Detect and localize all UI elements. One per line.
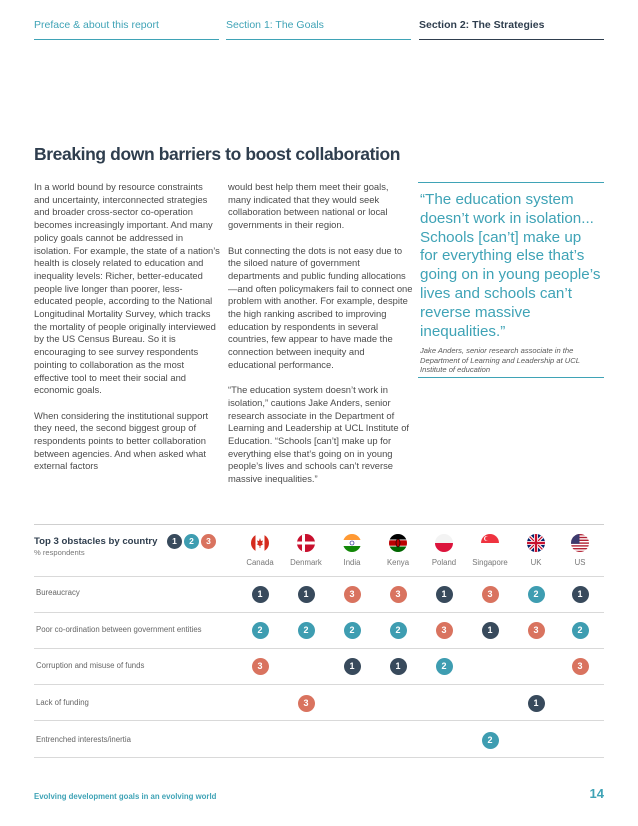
singapore-flag-icon xyxy=(481,534,499,552)
country-uk xyxy=(512,534,560,567)
row-divider xyxy=(34,757,604,758)
rank-marker: 1 xyxy=(572,586,589,603)
rank-marker: 3 xyxy=(528,622,545,639)
chart-subtitle: % respondents xyxy=(34,548,85,557)
section-nav xyxy=(34,14,604,40)
rank-marker: 2 xyxy=(344,622,361,639)
row-label-corruption: Corruption and misuse of funds xyxy=(36,661,145,670)
country-us xyxy=(556,534,604,567)
country-label: Kenya xyxy=(386,558,410,567)
footer-title: Evolving development goals in an evolving world xyxy=(34,792,217,801)
country-poland xyxy=(420,534,468,567)
rank-marker: 3 xyxy=(436,622,453,639)
rank-marker: 1 xyxy=(482,622,499,639)
quote-text: “The education system doesn’t work in isolation... Schools [can’t] make up for everything else that’s going on in young people’s lives and schools can’t reverse massive inequalities.” xyxy=(420,191,601,340)
country-canada xyxy=(236,534,284,567)
tab-section-1[interactable]: Section 1: The Goals xyxy=(226,14,411,40)
rank-marker: 2 xyxy=(252,622,269,639)
paragraph: In a world bound by resource constraints and uncertainty, interconnected strategies and broader cross-sector co-operation becomes increasingly important. And many policy goals cannot be addressed in isolation. For example, the state of a nation’s health is closely related to education and inequality levels: Richer, better-educated people live longer than poorer, less-educated people, according to the National Longitudinal Mortality Survey, which tracks the mortality of people originally interviewed by the US Census Bureau. So it is encouraging to see survey respondents pointing to collaboration as the most effective tool to meet their social and economic goals. xyxy=(34,181,220,396)
body-column-2 xyxy=(228,181,414,499)
rank-marker: 1 xyxy=(436,586,453,603)
rank-marker: 1 xyxy=(344,658,361,675)
poland-flag-icon xyxy=(435,534,453,552)
country-india xyxy=(328,534,376,567)
country-label: India xyxy=(343,558,361,567)
india-flag-icon xyxy=(343,534,361,552)
country-label: Denmark xyxy=(290,558,322,567)
quote-attribution: Jake Anders, senior research associate in the Department of Learning and Leadership at UCL Institute of education xyxy=(420,346,580,375)
row-divider xyxy=(34,612,604,613)
tab-section-2[interactable]: Section 2: The Strategies xyxy=(419,14,604,40)
country-label: Poland xyxy=(431,558,457,567)
paragraph: would best help them meet their goals, many indicated that they would seek collaboration between national or local governments in their region. xyxy=(228,181,389,231)
chart-title: Top 3 obstacles by country xyxy=(34,536,158,547)
rank-marker: 2 xyxy=(482,732,499,749)
row-divider xyxy=(34,684,604,685)
country-label: US xyxy=(574,558,586,567)
rank-marker: 3 xyxy=(572,658,589,675)
page-number: 14 xyxy=(589,786,604,801)
paragraph: But connecting the dots is not easy due to the siloed nature of government departments and public funding allocations—and often policymakers fail to connect one problem with another. For example, despite the high ranking ascribed to improving education by respondents in several countries, few appear to have made the connection between inequity and educational performance. xyxy=(228,244,413,370)
tab-preface[interactable]: Preface & about this report xyxy=(34,14,219,40)
rank-marker: 1 xyxy=(252,586,269,603)
rank-marker: 1 xyxy=(390,658,407,675)
row-label-lack-of-funding: Lack of funding xyxy=(36,698,89,707)
denmark-flag-icon xyxy=(297,534,315,552)
row-divider xyxy=(34,648,604,649)
page-title: Breaking down barriers to boost collaboration xyxy=(34,144,401,164)
uk-flag-icon xyxy=(527,534,545,552)
country-label: Canada xyxy=(246,558,274,567)
rank-marker: 2 xyxy=(572,622,589,639)
pull-quote xyxy=(418,182,604,378)
chart-divider xyxy=(34,524,604,525)
country-kenya xyxy=(374,534,422,567)
rank-marker: 3 xyxy=(482,586,499,603)
rank-marker: 3 xyxy=(252,658,269,675)
row-divider xyxy=(34,720,604,721)
rank-marker: 1 xyxy=(298,586,315,603)
rank-marker: 3 xyxy=(298,695,315,712)
country-singapore xyxy=(466,534,514,567)
legend-rank-3: 3 xyxy=(201,534,216,549)
rank-marker: 3 xyxy=(390,586,407,603)
us-flag-icon xyxy=(571,534,589,552)
body-column-1 xyxy=(34,181,220,486)
canada-flag-icon xyxy=(251,534,269,552)
rank-marker: 1 xyxy=(528,695,545,712)
legend-rank-1: 1 xyxy=(167,534,182,549)
country-label: Singapore xyxy=(472,558,508,567)
country-label: UK xyxy=(530,558,542,567)
row-label-poor-coordination: Poor co-ordination between government entities xyxy=(36,625,202,634)
row-divider xyxy=(34,576,604,577)
rank-marker: 2 xyxy=(528,586,545,603)
kenya-flag-icon xyxy=(389,534,407,552)
paragraph: “The education system doesn’t work in isolation,” cautions Jake Anders, senior research associate in the Department of Learning and Leadership at UCL Institute of Education. “Schools [can’t] make up for everything else that’s going on in young people’s lives and schools can’t reverse massive inequalities.” xyxy=(228,384,410,485)
country-denmark xyxy=(282,534,330,567)
rank-marker: 3 xyxy=(344,586,361,603)
legend-rank-2: 2 xyxy=(184,534,199,549)
paragraph: When considering the institutional support they need, the second biggest group of respondents points to better collaboration between agencies. And when asked what external factors xyxy=(34,409,209,472)
row-label-entrenched-interests: Entrenched interests/inertia xyxy=(36,735,131,744)
row-label-bureaucracy: Bureaucracy xyxy=(36,588,80,597)
rank-marker: 2 xyxy=(436,658,453,675)
rank-marker: 2 xyxy=(390,622,407,639)
rank-marker: 2 xyxy=(298,622,315,639)
